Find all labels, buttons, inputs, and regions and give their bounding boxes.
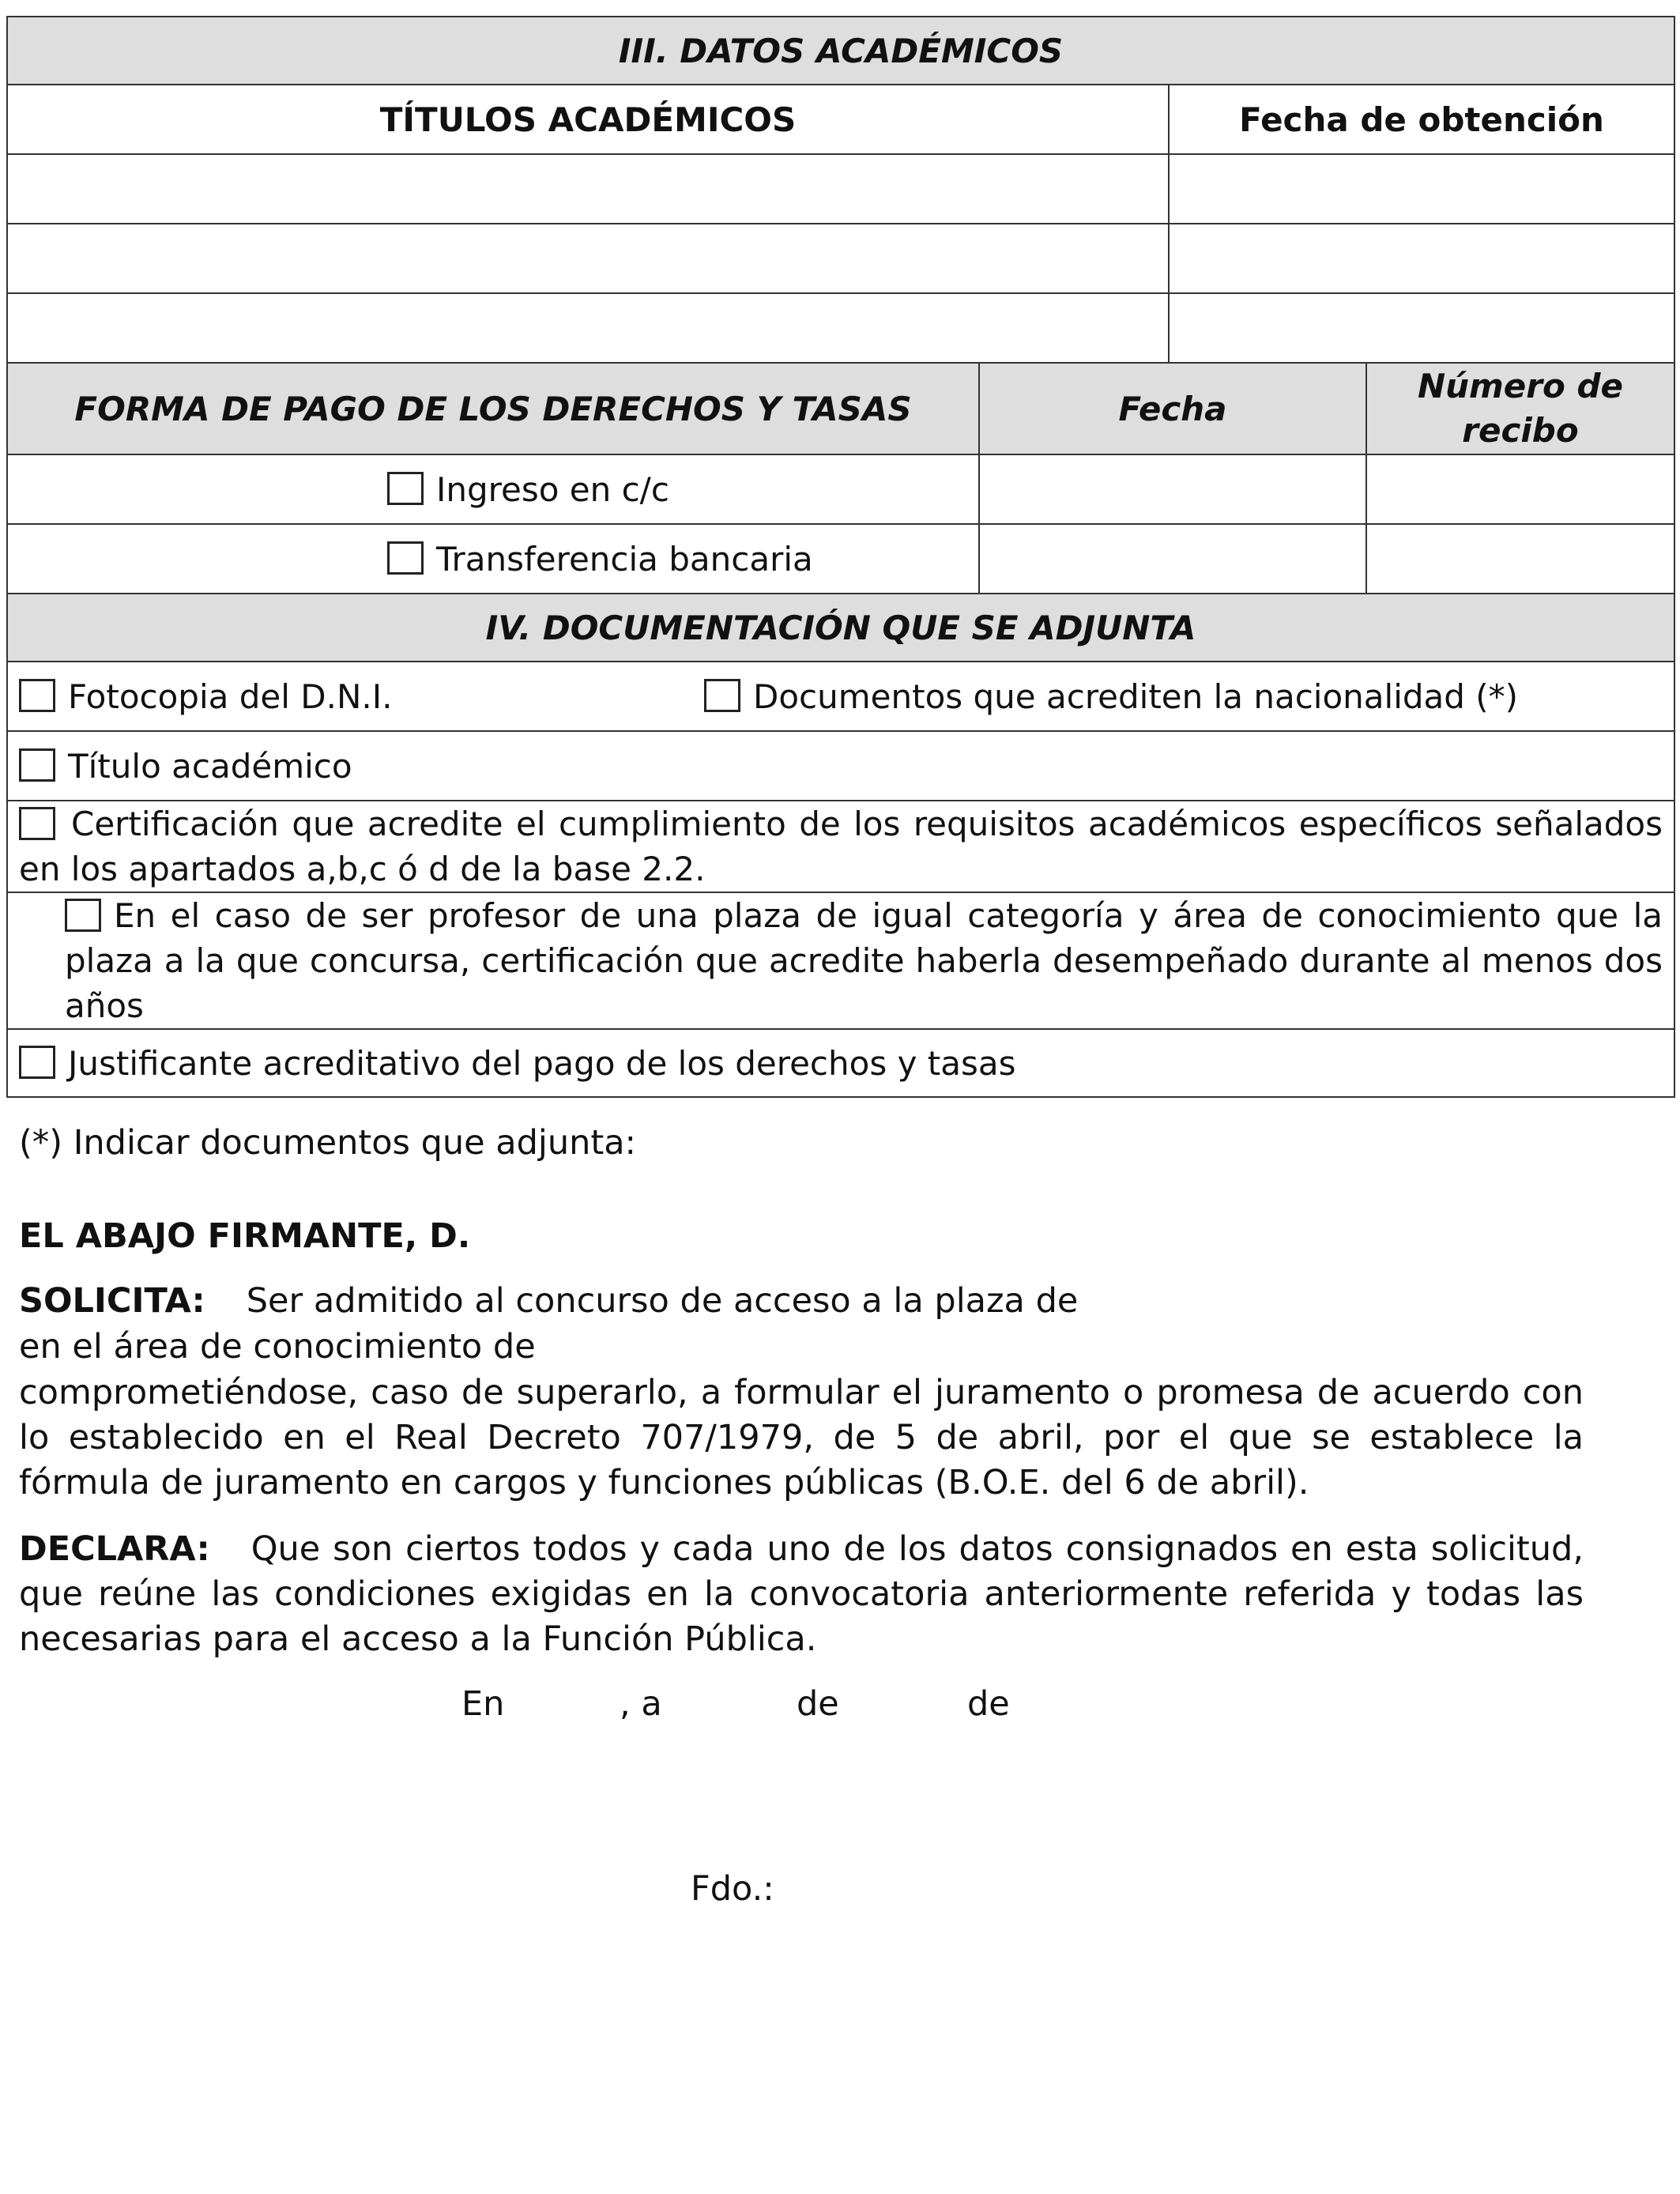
doc-title	[7, 731, 1674, 801]
date-obtained-column-header: Fecha de obtención	[1169, 85, 1674, 154]
doc-professor	[7, 892, 1674, 1029]
date-de-1: de	[797, 1684, 839, 1724]
title-doc-label: Título académico	[68, 746, 352, 786]
place-a: , a	[620, 1684, 662, 1724]
certification-label: Certificación que acredite el cumplimiento de los requisitos académicos específicos señalados en los apartados a,b,c ó d de la base 2.2.	[19, 805, 1663, 888]
doc-payment-proof	[7, 1029, 1674, 1097]
solicita-body: comprometiéndose, caso de superarlo, a formular el juramento o promesa de acuerdo con lo establecido en el Real Decreto 707/1979, de 5 de abril, por el que se establece la fórmula de juramento en cargos y funciones públicas (B.O.E. del 6 de abril).	[19, 1373, 1584, 1502]
footnote: (*) Indicar documentos que adjunta:	[19, 1123, 637, 1163]
title-entry-2[interactable]	[7, 224, 1169, 293]
payment-proof-label: Justificante acreditativo del pago de los derechos y tasas	[68, 1043, 1016, 1083]
place-en: En	[461, 1684, 505, 1724]
date-de-2: de	[967, 1684, 1010, 1724]
dni-label: Fotocopia del D.N.I.	[68, 677, 393, 716]
payment-option-deposit	[7, 454, 979, 524]
transfer-label: Transferencia bancaria	[436, 539, 813, 579]
receipt-number-header: Número de recibo	[1366, 363, 1674, 454]
payment-method-header: FORMA DE PAGO DE LOS DERECHOS Y TASAS	[7, 363, 979, 454]
solicita-line1	[19, 1279, 1584, 1324]
title-entry-1[interactable]	[7, 154, 1169, 224]
transfer-receipt[interactable]	[1366, 524, 1674, 594]
solicita-label: SOLICITA:	[19, 1281, 205, 1321]
academic-data-table	[6, 16, 1675, 364]
payment-proof-checkbox[interactable]	[19, 1046, 55, 1079]
doc-nationality	[695, 662, 1674, 731]
solicita-line2: en el área de conocimiento de	[19, 1327, 536, 1367]
section-title-documents: IV. DOCUMENTACIÓN QUE SE ADJUNTA	[7, 594, 1674, 662]
transfer-checkbox[interactable]	[387, 541, 424, 575]
doc-certification	[7, 801, 1674, 892]
declara-text: Que son ciertos todos y cada uno de los datos consignados en esta solicitud, que reúne las condiciones exigidas en la convocatoria anteriormente referida y todas las necesarias para el acceso a la Función Pública.	[19, 1529, 1584, 1659]
declara-block	[19, 1527, 1584, 1662]
deposit-checkbox[interactable]	[387, 472, 424, 505]
section-title-academic: III. DATOS ACADÉMICOS	[7, 17, 1674, 85]
signature-label: Fdo.:	[691, 1869, 774, 1909]
title-date-3[interactable]	[1169, 293, 1674, 363]
doc-dni	[7, 662, 695, 731]
title-checkbox[interactable]	[19, 748, 55, 782]
payment-option-transfer	[7, 524, 979, 594]
documents-table	[6, 593, 1675, 1098]
deposit-date[interactable]	[979, 454, 1366, 524]
titles-column-header: TÍTULOS ACADÉMICOS	[7, 85, 1169, 154]
professor-checkbox[interactable]	[65, 899, 101, 932]
signer-label: EL ABAJO FIRMANTE, D.	[19, 1216, 471, 1256]
transfer-date[interactable]	[979, 524, 1366, 594]
nationality-checkbox[interactable]	[704, 679, 740, 712]
application-form	[6, 16, 1674, 1098]
certification-checkbox[interactable]	[19, 807, 55, 840]
deposit-label: Ingreso en c/c	[436, 469, 669, 509]
nationality-label: Documentos que acrediten la nacionalidad (*)	[753, 677, 1519, 716]
title-entry-3[interactable]	[7, 293, 1169, 363]
title-date-2[interactable]	[1169, 224, 1674, 293]
declara-label: DECLARA:	[19, 1529, 210, 1569]
solicita-text: Ser admitido al concurso de acceso a la plaza de	[246, 1281, 1079, 1321]
dni-checkbox[interactable]	[19, 679, 55, 712]
professor-label: En el caso de ser profesor de una plaza de igual categoría y área de conocimiento que la plaza a la que concursa, certificación que acredite haberla desempeñado durante al menos dos años	[65, 896, 1663, 1025]
payment-date-header: Fecha	[979, 363, 1366, 454]
title-date-1[interactable]	[1169, 154, 1674, 224]
payment-table	[6, 362, 1675, 594]
deposit-receipt[interactable]	[1366, 454, 1674, 524]
